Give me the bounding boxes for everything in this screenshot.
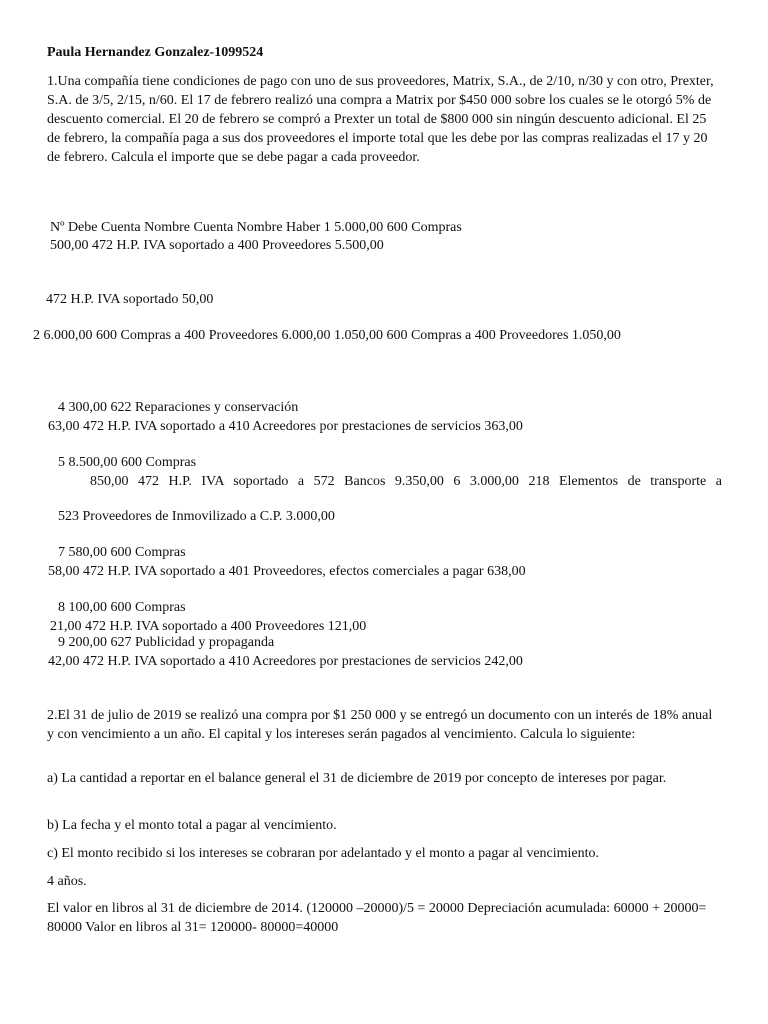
journal-line-11: 58,00 472 H.P. IVA soportado a 401 Proveedores, efectos comerciales a pagar 638,00: [48, 564, 526, 579]
journal-line-5: 4 300,00 622 Reparaciones y conservación: [58, 400, 299, 415]
problem-2-text: 2.El 31 de julio de 2019 se realizó una compra por $1 250 000 y se entregó un documento con un interés de 18% anual y con vencimiento a un año. El capital y los intereses serán pagados al vencimiento. Calcula lo siguiente:: [47, 708, 713, 742]
journal-line-15: 42,00 472 H.P. IVA soportado a 410 Acreedores por prestaciones de servicios 242,00: [48, 654, 523, 669]
journal-line-3: 472 H.P. IVA soportado 50,00: [46, 292, 214, 307]
problem-1-text: 1.Una compañía tiene condiciones de pago con uno de sus proveedores, Matrix, S.A., de 2/10, n/30 y con otro, Prexter, S.A. de 3/5, 2/15, n/60. El 17 de febrero realizó una compra a Matrix por $450 000 sobre los cuales se le otorgó 5% de descuento comercial. El 20 de febrero se compró a Prexter un total de $800 000 sin ningún descuento adicional. El 25 de febrero, la compañía paga a sus dos proveedores el importe total que les debe por las compras realizadas el 17 y 20 de febrero. Calcula el importe que se debe pagar a cada proveedor.: [47, 74, 714, 165]
problem-2-item-c: c) El monto recibido si los intereses se cobraran por adelantado y el monto a pagar al vencimiento.: [47, 846, 600, 861]
problem-2-item-b: b) La fecha y el monto total a pagar al vencimiento.: [47, 818, 337, 833]
journal-line-6: 63,00 472 H.P. IVA soportado a 410 Acreedores por prestaciones de servicios 363,00: [48, 419, 523, 434]
problem-2-item-a: a) La cantidad a reportar en el balance general el 31 de diciembre de 2019 por concepto de intereses por pagar.: [47, 771, 667, 786]
journal-line-1: Nº Debe Cuenta Nombre Cuenta Nombre Haber 1 5.000,00 600 Compras: [50, 220, 462, 235]
journal-line-4: 2 6.000,00 600 Compras a 400 Proveedores 6.000,00 1.050,00 600 Compras a 400 Proveedores 1.050,00: [33, 328, 621, 343]
journal-line-12: 8 100,00 600 Compras: [58, 600, 186, 615]
journal-line-2: 500,00 472 H.P. IVA soportado a 400 Proveedores 5.500,00: [50, 238, 384, 253]
journal-line-13: 21,00 472 H.P. IVA soportado a 400 Proveedores 121,00: [50, 619, 367, 634]
document-title: Paula Hernandez Gonzalez-1099524: [47, 45, 264, 60]
journal-line-10: 7 580,00 600 Compras: [58, 545, 186, 560]
journal-line-8: 850,00 472 H.P. IVA soportado a 572 Bancos 9.350,00 6 3.000,00 218 Elementos de transporte a: [90, 474, 722, 489]
years-answer: 4 años.: [47, 874, 87, 889]
journal-line-14: 9 200,00 627 Publicidad y propaganda: [58, 635, 275, 650]
journal-line-7: 5 8.500,00 600 Compras: [58, 455, 197, 470]
book-value-calculation: El valor en libros al 31 de diciembre de 2014. (120000 –20000)/5 = 20000 Depreciación acumulada: 60000 + 20000= 80000 Valor en libros al 31= 120000- 80000=40000: [47, 901, 707, 935]
journal-line-9: 523 Proveedores de Inmovilizado a C.P. 3.000,00: [58, 509, 335, 524]
